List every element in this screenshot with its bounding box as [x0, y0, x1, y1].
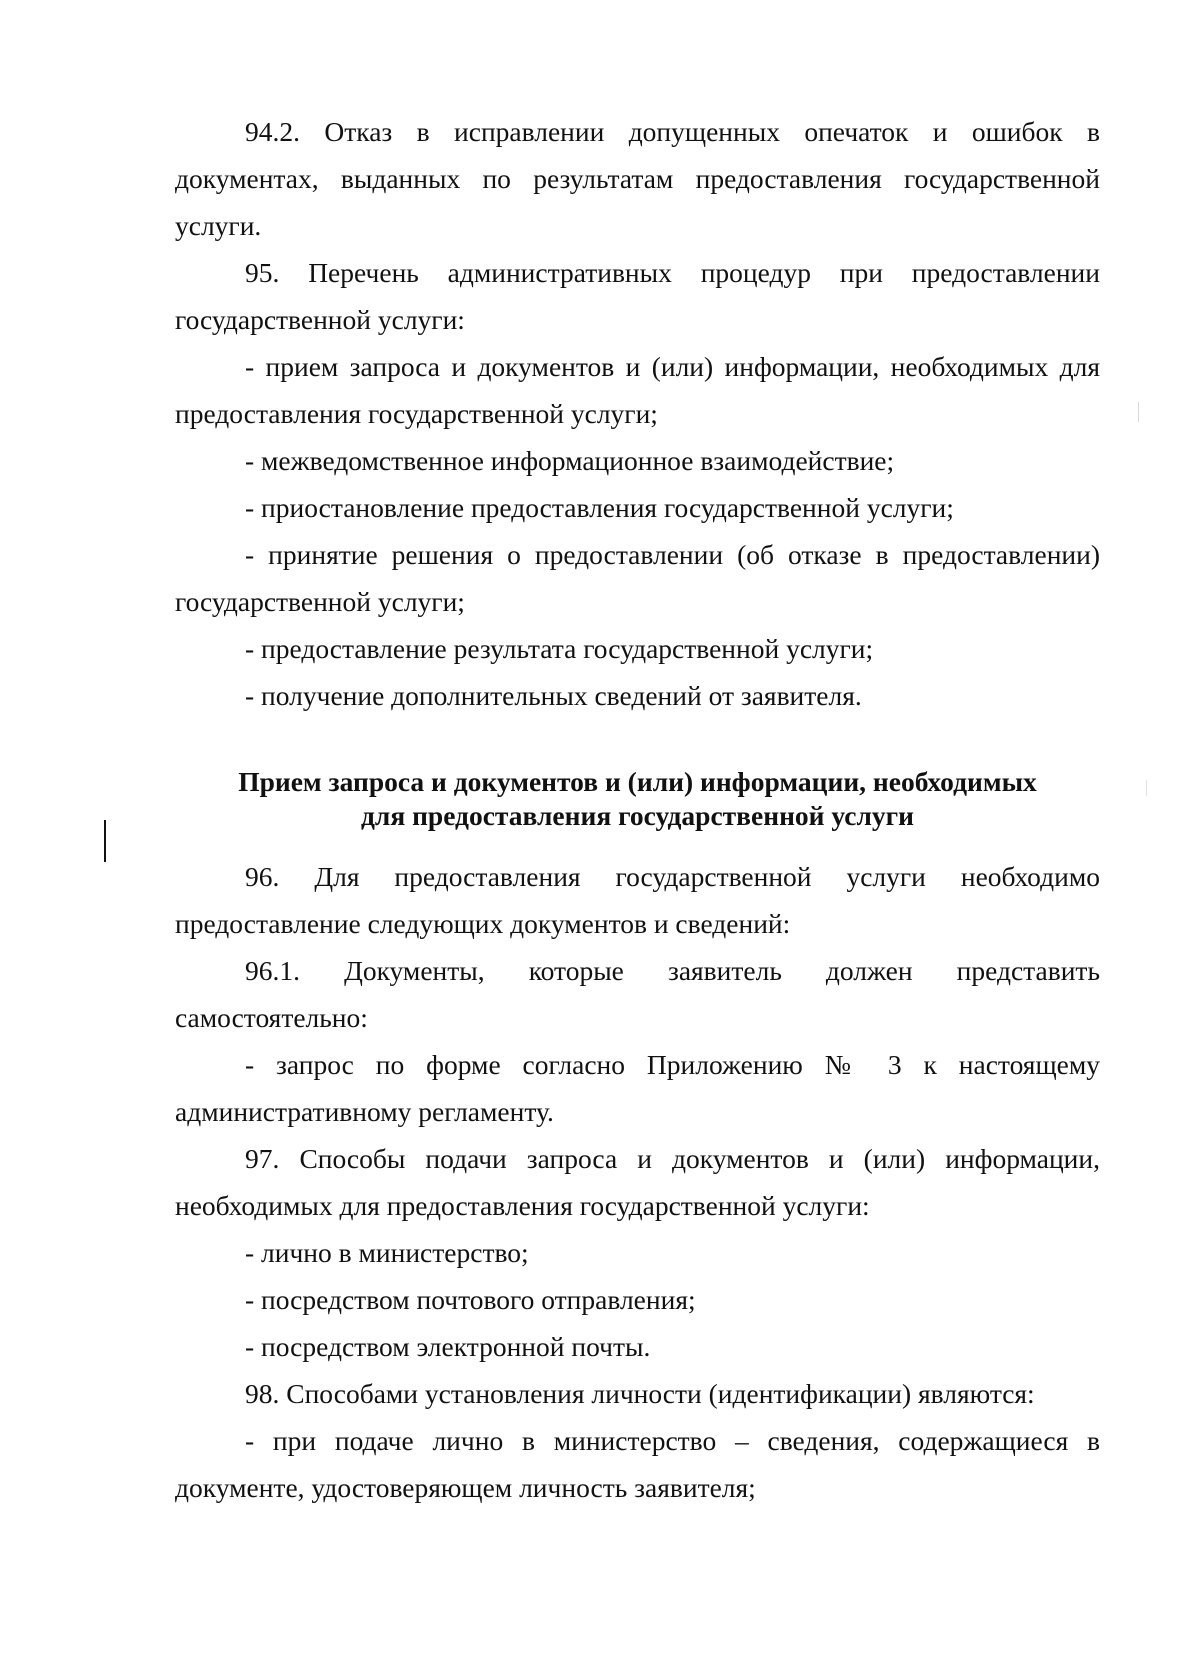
paragraph-94-2: 94.2. Отказ в исправлении допущенных опечаток и ошибок в документах, выданных по результатам предоставления государственной услуги. — [175, 116, 1100, 241]
scan-mark — [1146, 780, 1147, 796]
list-item: - запрос по форме согласно Приложению № 3 к настоящему административному регламенту. — [175, 1049, 1100, 1127]
list-item: - получение дополнительных сведений от заявителя. — [245, 680, 862, 711]
list-item: - посредством почтового отправления; — [245, 1284, 696, 1315]
list-item: - предоставление результата государственной услуги; — [245, 633, 874, 664]
list-item: - лично в министерство; — [245, 1237, 529, 1268]
document-body — [175, 108, 1100, 1511]
section-heading-line: для предоставления государственной услуги — [360, 800, 915, 831]
list-item: - межведомственное информационное взаимодействие; — [245, 445, 895, 476]
list-item: - при подаче лично в министерство – сведения, содержащиеся в документе, удостоверяющем личность заявителя; — [175, 1425, 1100, 1503]
section-heading-line: Прием запроса и документов и (или) информации, необходимых — [238, 766, 1037, 797]
paragraph-95: 95. Перечень административных процедур при предоставлении государственной услуги: — [175, 257, 1100, 335]
margin-change-bar — [104, 820, 106, 862]
scan-mark — [1138, 402, 1139, 422]
list-item: - посредством электронной почты. — [245, 1331, 651, 1362]
paragraph-97: 97. Способы подачи запроса и документов и (или) информации, необходимых для предоставления государственной услуги: — [175, 1143, 1100, 1221]
paragraph-96-1: 96.1. Документы, которые заявитель должен представить самостоятельно: — [175, 955, 1100, 1033]
list-item: - приостановление предоставления государственной услуги; — [245, 492, 954, 523]
paragraph-98: 98. Способами установления личности (идентификации) являются: — [245, 1378, 1035, 1409]
paragraph-96: 96. Для предоставления государственной услуги необходимо предоставление следующих документов и сведений: — [175, 861, 1100, 939]
list-item: - принятие решения о предоставлении (об отказе в предоставлении) государственной услуги; — [175, 539, 1100, 617]
list-item: - прием запроса и документов и (или) информации, необходимых для предоставления государственной услуги; — [175, 351, 1100, 429]
section-heading — [175, 765, 1100, 833]
